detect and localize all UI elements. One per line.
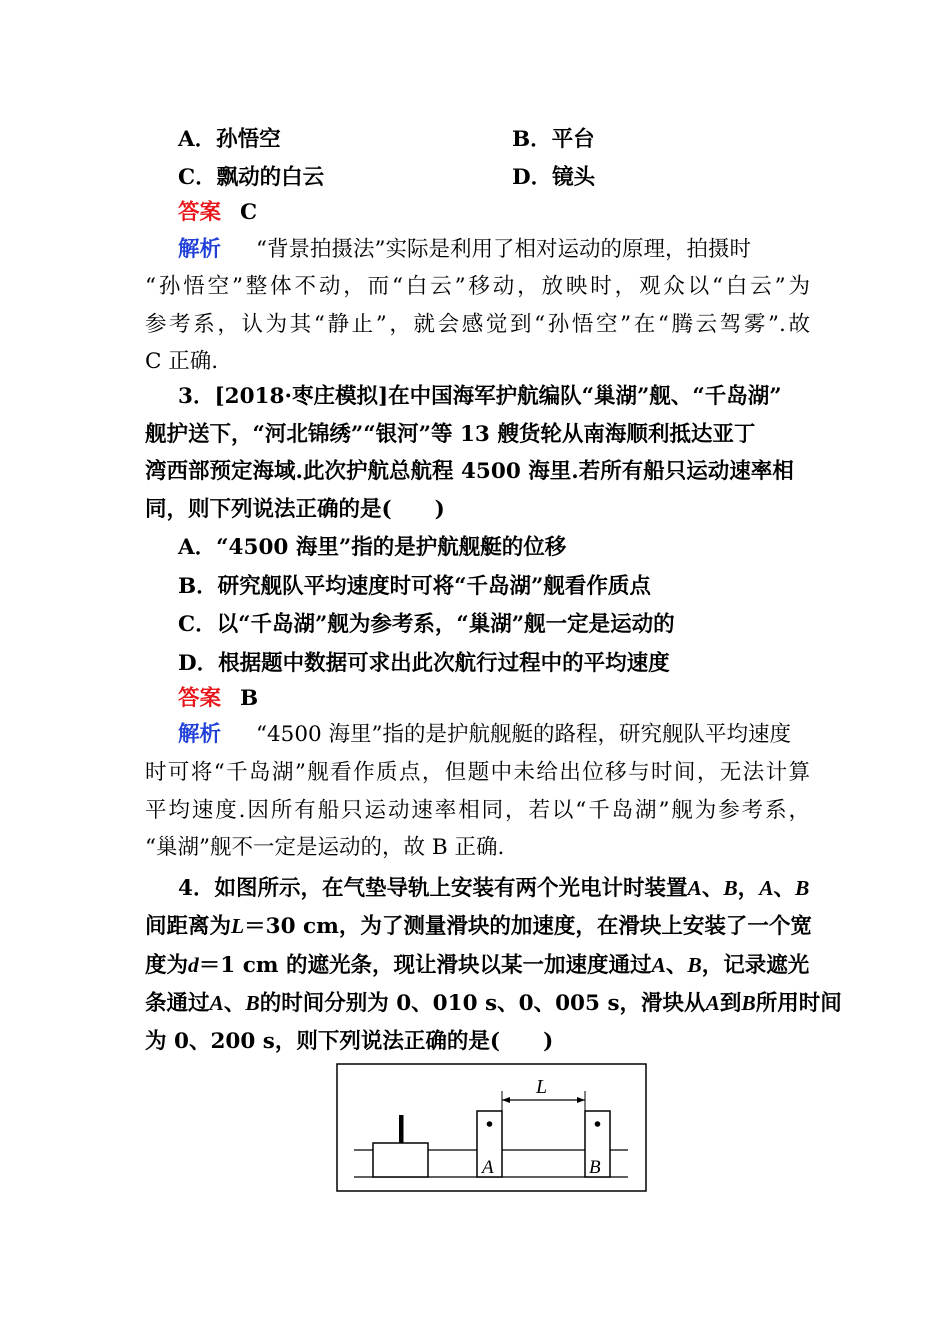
var-A: A <box>759 876 774 900</box>
q2-answer-label: 答案 <box>178 200 222 225</box>
q2-option-c-text: C．飘动的白云 <box>178 165 325 190</box>
q4-stem-text: ＝30 cm，为了测量滑块的加速度，在滑块上安装了一个宽 <box>244 914 812 939</box>
var-A: A <box>209 991 224 1015</box>
q3-stem-line-1: 3．[2018·枣庄模拟]在中国海军护航编队“巢湖”舰、“千岛湖” <box>178 384 782 409</box>
q4-stem-text: 、 <box>773 876 796 901</box>
slider-block <box>373 1143 428 1177</box>
var-B: B <box>687 953 702 977</box>
q4-stem-line-2 <box>145 911 810 942</box>
var-B: B <box>795 876 810 900</box>
label-B: B <box>589 1157 601 1178</box>
q4-stem-line-3 <box>145 950 810 981</box>
var-d: d <box>188 953 199 977</box>
photogate-b-sensor <box>595 1121 601 1127</box>
var-B: B <box>723 876 738 900</box>
q2-analysis-line-1 <box>145 235 810 265</box>
q4-stem-text: 、 <box>665 953 688 978</box>
photogate-a-sensor <box>487 1121 493 1127</box>
q4-stem-text: 、 <box>701 876 724 901</box>
var-A: A <box>651 953 666 977</box>
q2-analysis-text-1: “背景拍摄法”实际是利用了相对运动的原理，拍摄时 <box>256 237 751 262</box>
q3-analysis-text-1: “4500 海里”指的是护航舰艇的路程，研究舰队平均速度 <box>256 722 792 747</box>
q4-stem-line-1 <box>145 873 810 904</box>
q3-stem-line-4: 同，则下列说法正确的是( ) <box>145 497 445 522</box>
q4-stem-text: 的时间分别为 0、010 s、0、005 s，滑块从 <box>259 991 706 1016</box>
q3-analysis-line-1 <box>145 720 810 750</box>
var-B: B <box>245 991 260 1015</box>
var-L: L <box>231 914 245 938</box>
q4-stem-line-4 <box>145 988 842 1019</box>
q4-stem-text: ＝1 cm 的遮光条，现让滑块以某一加速度通过 <box>198 953 652 978</box>
q2-option-b-text: B．平台 <box>512 127 595 152</box>
q3-option-a: A．“4500 海里”指的是护航舰艇的位移 <box>178 535 567 560</box>
label-A: A <box>482 1157 494 1178</box>
q4-stem-text: 间距离为 <box>145 914 232 939</box>
q3-option-d: D．根据题中数据可求出此次航行过程中的平均速度 <box>178 651 670 676</box>
q3-stem-line-2: 舰护送下，“河北锦绣”“银河”等 13 艘货轮从南海顺利抵达亚丁 <box>145 422 756 447</box>
q4-stem-text: 、 <box>223 991 246 1016</box>
q3-analysis-line-4: “巢湖”舰不一定是运动的，故 B 正确. <box>145 835 505 860</box>
q3-answer <box>145 684 843 714</box>
air-track-figure <box>336 1063 648 1193</box>
q2-option-b <box>512 125 812 155</box>
q2-analysis-label: 解析 <box>178 237 222 262</box>
q3-analysis-label: 解析 <box>178 722 222 747</box>
var-A: A <box>687 876 702 900</box>
q4-stem-line-5: 为 0、200 s，则下列说法正确的是( ) <box>145 1029 554 1054</box>
light-blocking-strip <box>399 1115 404 1143</box>
q4-stem-text: 条通过 <box>145 991 210 1016</box>
q3-stem-line-3: 湾西部预定海域.此次护航总航程 4500 海里.若所有船只运动速率相 <box>145 459 794 484</box>
var-A: A <box>705 991 720 1015</box>
q2-option-d-text: D．镜头 <box>512 165 596 190</box>
q2-option-d <box>512 163 812 193</box>
q3-analysis-line-2: 时可将“千岛湖”舰看作质点，但题中未给出位移与时间，无法计算 <box>145 760 810 785</box>
q3-answer-label: 答案 <box>178 686 222 711</box>
q3-analysis-line-3: 平均速度.因所有船只运动速率相同，若以“千岛湖”舰为参考系， <box>145 798 810 823</box>
q4-stem-text: 到 <box>719 991 742 1016</box>
var-B: B <box>741 991 756 1015</box>
q2-option-a-text: A．孙悟空 <box>178 127 281 152</box>
q2-answer-value: C <box>240 200 258 225</box>
q2-analysis-line-2: “孙悟空”整体不动，而“白云”移动，放映时，观众以“白云”为 <box>145 274 810 299</box>
q4-stem-text: 所用时间 <box>755 991 842 1016</box>
q4-stem-text: 度为 <box>145 953 189 978</box>
label-L: L <box>536 1076 548 1098</box>
q3-option-b: B．研究舰队平均速度时可将“千岛湖”舰看作质点 <box>178 574 651 599</box>
q4-stem-text: ， <box>737 876 760 901</box>
q2-analysis-line-4: C 正确. <box>145 349 219 374</box>
q3-option-c: C．以“千岛湖”舰为参考系，“巢湖”舰一定是运动的 <box>178 612 675 637</box>
q4-stem-text: 4．如图所示，在气垫导轨上安装有两个光电计时装置 <box>178 876 688 901</box>
q2-answer <box>145 198 843 228</box>
q2-analysis-line-3: 参考系，认为其“静止”，就会感觉到“孙悟空”在“腾云驾雾”.故 <box>145 312 810 337</box>
q4-stem-text: ，记录遮光 <box>701 953 810 978</box>
q3-answer-value: B <box>240 686 259 711</box>
